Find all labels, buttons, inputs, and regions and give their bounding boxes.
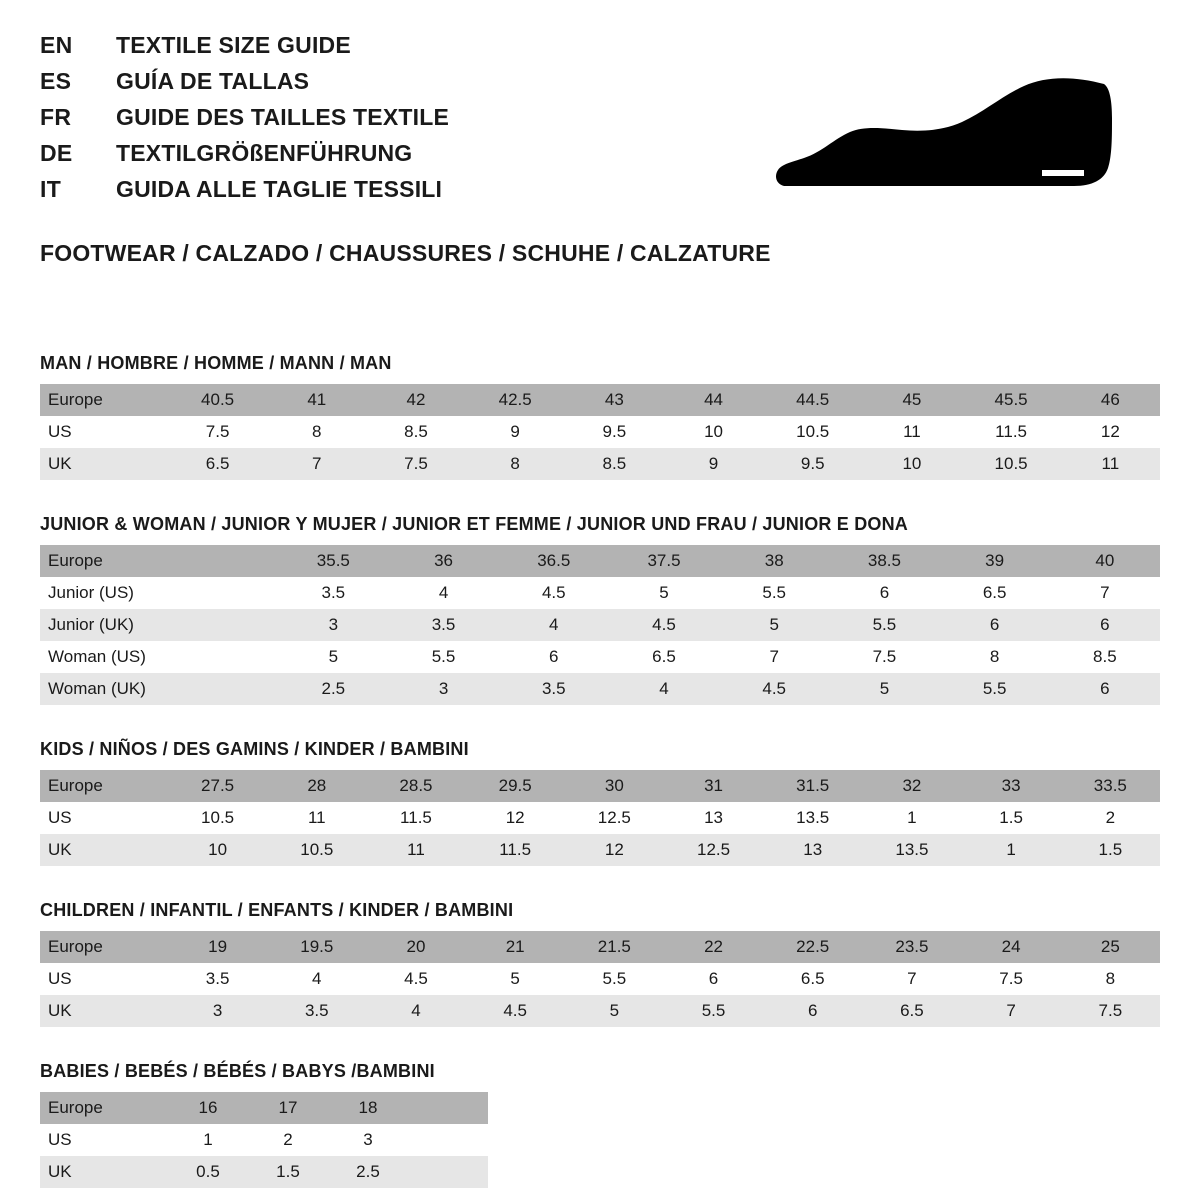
cell: 4.5 — [609, 609, 719, 641]
cell: 18 — [328, 1092, 408, 1124]
cell: 22 — [664, 931, 763, 963]
row-label: UK — [40, 1156, 168, 1188]
cell: 2 — [248, 1124, 328, 1156]
section-title: KIDS / NIÑOS / DES GAMINS / KINDER / BAMBINI — [40, 739, 469, 759]
cell: 20 — [366, 931, 465, 963]
cell: 1 — [962, 834, 1061, 866]
cell: 11.5 — [962, 416, 1061, 448]
cell: 12.5 — [664, 834, 763, 866]
cell: 17 — [248, 1092, 328, 1124]
cell — [168, 641, 278, 673]
table-row — [40, 384, 1160, 416]
cell — [408, 1124, 488, 1156]
page-header — [40, 34, 1160, 214]
cell: 4.5 — [466, 995, 565, 1027]
cell: 16 — [168, 1092, 248, 1124]
cell: 38 — [719, 545, 829, 577]
cell: 6 — [664, 963, 763, 995]
cell: 11 — [366, 834, 465, 866]
cell: 6.5 — [862, 995, 961, 1027]
cell: 21.5 — [565, 931, 664, 963]
cell: 1 — [862, 802, 961, 834]
cell: 4.5 — [366, 963, 465, 995]
cell: 4.5 — [499, 577, 609, 609]
cell: 44.5 — [763, 384, 862, 416]
cell: 1.5 — [1061, 834, 1160, 866]
cell: 3.5 — [267, 995, 366, 1027]
row-label: Woman (US) — [40, 641, 168, 673]
cell: 3.5 — [168, 963, 267, 995]
cell: 3.5 — [499, 673, 609, 705]
cell: 35.5 — [278, 545, 388, 577]
cell: 11 — [1061, 448, 1160, 480]
size-table-man — [40, 384, 1160, 480]
cell: 5.5 — [565, 963, 664, 995]
cell: 3 — [388, 673, 498, 705]
cell: 13 — [763, 834, 862, 866]
cell: 5.5 — [664, 995, 763, 1027]
cell: 5.5 — [940, 673, 1050, 705]
cell: 19.5 — [267, 931, 366, 963]
cell: 5.5 — [719, 577, 829, 609]
cell: 10 — [862, 448, 961, 480]
row-label: Europe — [40, 384, 168, 416]
cell — [168, 577, 278, 609]
cell: 8.5 — [1050, 641, 1160, 673]
row-label: Junior (UK) — [40, 609, 168, 641]
section-kids — [40, 739, 1160, 866]
cell: 21 — [466, 931, 565, 963]
cell: 40 — [1050, 545, 1160, 577]
cell: 4 — [499, 609, 609, 641]
size-table-kids — [40, 770, 1160, 866]
cell: 43 — [565, 384, 664, 416]
section-junior-woman — [40, 514, 1160, 705]
row-label: UK — [40, 834, 168, 866]
cell: 11 — [862, 416, 961, 448]
row-label: US — [40, 1124, 168, 1156]
cell: 8.5 — [366, 416, 465, 448]
cell: 6 — [829, 577, 939, 609]
cell: 44 — [664, 384, 763, 416]
cell: 4 — [366, 995, 465, 1027]
cell: 10.5 — [763, 416, 862, 448]
cell: 28.5 — [366, 770, 465, 802]
table-row — [40, 802, 1160, 834]
cell: 7 — [267, 448, 366, 480]
section-babies — [40, 1061, 1160, 1188]
cell: 6.5 — [940, 577, 1050, 609]
table-row — [40, 673, 1160, 705]
language-row — [40, 106, 449, 129]
cell: 2 — [1061, 802, 1160, 834]
language-title: TEXTILGRÖßENFÜHRUNG — [116, 140, 413, 166]
cell: 31.5 — [763, 770, 862, 802]
cell: 10 — [664, 416, 763, 448]
language-title: GUIDA ALLE TAGLIE TESSILI — [116, 176, 443, 202]
table-row — [40, 995, 1160, 1027]
table-row — [40, 448, 1160, 480]
cell: 6 — [1050, 673, 1160, 705]
cell: 4 — [609, 673, 719, 705]
language-title-list — [40, 34, 449, 214]
cell: 31 — [664, 770, 763, 802]
language-title: TEXTILE SIZE GUIDE — [116, 32, 351, 58]
row-label: US — [40, 963, 168, 995]
section-title: BABIES / BEBÉS / BÉBÉS / BABYS /BAMBINI — [40, 1061, 435, 1081]
cell: 42 — [366, 384, 465, 416]
cell: 2.5 — [278, 673, 388, 705]
cell: 12 — [466, 802, 565, 834]
table-row — [40, 609, 1160, 641]
cell: 19 — [168, 931, 267, 963]
language-code: IT — [40, 176, 62, 202]
cell: 22.5 — [763, 931, 862, 963]
section-title: MAN / HOMBRE / HOMME / MANN / MAN — [40, 353, 392, 373]
cell: 7.5 — [1061, 995, 1160, 1027]
cell: 3.5 — [388, 609, 498, 641]
cell: 38.5 — [829, 545, 939, 577]
row-label: Junior (US) — [40, 577, 168, 609]
cell: 1 — [168, 1124, 248, 1156]
row-label: Europe — [40, 931, 168, 963]
language-row — [40, 70, 449, 93]
size-table-children — [40, 931, 1160, 1027]
table-row — [40, 1092, 488, 1124]
cell: 5 — [829, 673, 939, 705]
cell: 7 — [962, 995, 1061, 1027]
cell — [168, 609, 278, 641]
row-label: Europe — [40, 770, 168, 802]
cell: 36 — [388, 545, 498, 577]
row-label: Europe — [40, 1092, 168, 1124]
cell: 33.5 — [1061, 770, 1160, 802]
cell: 6 — [1050, 609, 1160, 641]
cell: 39 — [940, 545, 1050, 577]
size-table-babies — [40, 1092, 488, 1188]
cell: 13 — [664, 802, 763, 834]
language-row — [40, 142, 449, 165]
section-title: JUNIOR & WOMAN / JUNIOR Y MUJER / JUNIOR ET FEMME / JUNIOR UND FRAU / JUNIOR E DONA — [40, 514, 909, 534]
cell: 4.5 — [719, 673, 829, 705]
cell — [408, 1092, 488, 1124]
cell: 27.5 — [168, 770, 267, 802]
cell: 46 — [1061, 384, 1160, 416]
row-label: Europe — [40, 545, 168, 577]
cell: 6.5 — [168, 448, 267, 480]
cell: 8 — [1061, 963, 1160, 995]
cell: 29.5 — [466, 770, 565, 802]
cell: 5 — [565, 995, 664, 1027]
table-row — [40, 641, 1160, 673]
cell: 6 — [499, 641, 609, 673]
cell: 30 — [565, 770, 664, 802]
cell: 12 — [565, 834, 664, 866]
language-code: EN — [40, 32, 73, 58]
row-label: Woman (UK) — [40, 673, 168, 705]
section-title: CHILDREN / INFANTIL / ENFANTS / KINDER / BAMBINI — [40, 900, 514, 920]
cell: 8 — [466, 448, 565, 480]
table-row — [40, 834, 1160, 866]
section-children — [40, 900, 1160, 1027]
cell: 10 — [168, 834, 267, 866]
cell: 40.5 — [168, 384, 267, 416]
cell: 1.5 — [962, 802, 1061, 834]
cell: 12.5 — [565, 802, 664, 834]
cell: 28 — [267, 770, 366, 802]
cell: 32 — [862, 770, 961, 802]
table-row — [40, 577, 1160, 609]
cell: 7 — [719, 641, 829, 673]
size-table-junior-woman — [40, 545, 1160, 705]
cell: 6.5 — [763, 963, 862, 995]
cell: 5.5 — [388, 641, 498, 673]
cell: 10.5 — [168, 802, 267, 834]
cell: 7.5 — [168, 416, 267, 448]
cell: 7.5 — [962, 963, 1061, 995]
language-code: FR — [40, 104, 72, 130]
table-row — [40, 545, 1160, 577]
cell: 23.5 — [862, 931, 961, 963]
row-label: UK — [40, 995, 168, 1027]
cell: 2.5 — [328, 1156, 408, 1188]
cell: 5.5 — [829, 609, 939, 641]
table-row — [40, 963, 1160, 995]
row-label: US — [40, 802, 168, 834]
cell: 10.5 — [267, 834, 366, 866]
cell: 9.5 — [565, 416, 664, 448]
cell: 8 — [267, 416, 366, 448]
category-heading: FOOTWEAR / CALZADO / CHAUSSURES / SCHUHE / CALZATURE — [40, 240, 771, 266]
cell: 37.5 — [609, 545, 719, 577]
cell: 6 — [763, 995, 862, 1027]
cell: 45 — [862, 384, 961, 416]
cell — [168, 545, 278, 577]
cell: 8 — [940, 641, 1050, 673]
cell: 9 — [466, 416, 565, 448]
language-code: ES — [40, 68, 72, 94]
cell: 3 — [278, 609, 388, 641]
cell: 5 — [466, 963, 565, 995]
section-man — [40, 353, 1160, 480]
cell — [168, 673, 278, 705]
row-label: UK — [40, 448, 168, 480]
cell — [408, 1156, 488, 1188]
cell: 41 — [267, 384, 366, 416]
row-label: US — [40, 416, 168, 448]
language-code: DE — [40, 140, 73, 166]
language-title: GUIDE DES TAILLES TEXTILE — [116, 104, 449, 130]
cell: 6 — [940, 609, 1050, 641]
cell: 11.5 — [366, 802, 465, 834]
dress-shoe-icon — [764, 74, 1124, 194]
language-title: GUÍA DE TALLAS — [116, 68, 310, 94]
cell: 36.5 — [499, 545, 609, 577]
language-row — [40, 178, 449, 201]
cell: 13.5 — [862, 834, 961, 866]
cell: 1.5 — [248, 1156, 328, 1188]
cell: 5 — [278, 641, 388, 673]
cell: 11 — [267, 802, 366, 834]
cell: 12 — [1061, 416, 1160, 448]
cell: 3 — [328, 1124, 408, 1156]
cell: 6.5 — [609, 641, 719, 673]
language-row — [40, 34, 449, 57]
cell: 45.5 — [962, 384, 1061, 416]
cell: 0.5 — [168, 1156, 248, 1188]
cell: 3 — [168, 995, 267, 1027]
table-row — [40, 770, 1160, 802]
cell: 4 — [267, 963, 366, 995]
cell: 7.5 — [829, 641, 939, 673]
cell: 3.5 — [278, 577, 388, 609]
cell: 11.5 — [466, 834, 565, 866]
cell: 8.5 — [565, 448, 664, 480]
cell: 7 — [1050, 577, 1160, 609]
cell: 10.5 — [962, 448, 1061, 480]
table-row — [40, 416, 1160, 448]
cell: 7 — [862, 963, 961, 995]
cell: 42.5 — [466, 384, 565, 416]
cell: 13.5 — [763, 802, 862, 834]
cell: 5 — [609, 577, 719, 609]
cell: 25 — [1061, 931, 1160, 963]
cell: 24 — [962, 931, 1061, 963]
cell: 9 — [664, 448, 763, 480]
cell: 9.5 — [763, 448, 862, 480]
cell: 4 — [388, 577, 498, 609]
cell: 5 — [719, 609, 829, 641]
table-row — [40, 931, 1160, 963]
table-row — [40, 1156, 488, 1188]
table-row — [40, 1124, 488, 1156]
cell: 7.5 — [366, 448, 465, 480]
cell: 33 — [962, 770, 1061, 802]
